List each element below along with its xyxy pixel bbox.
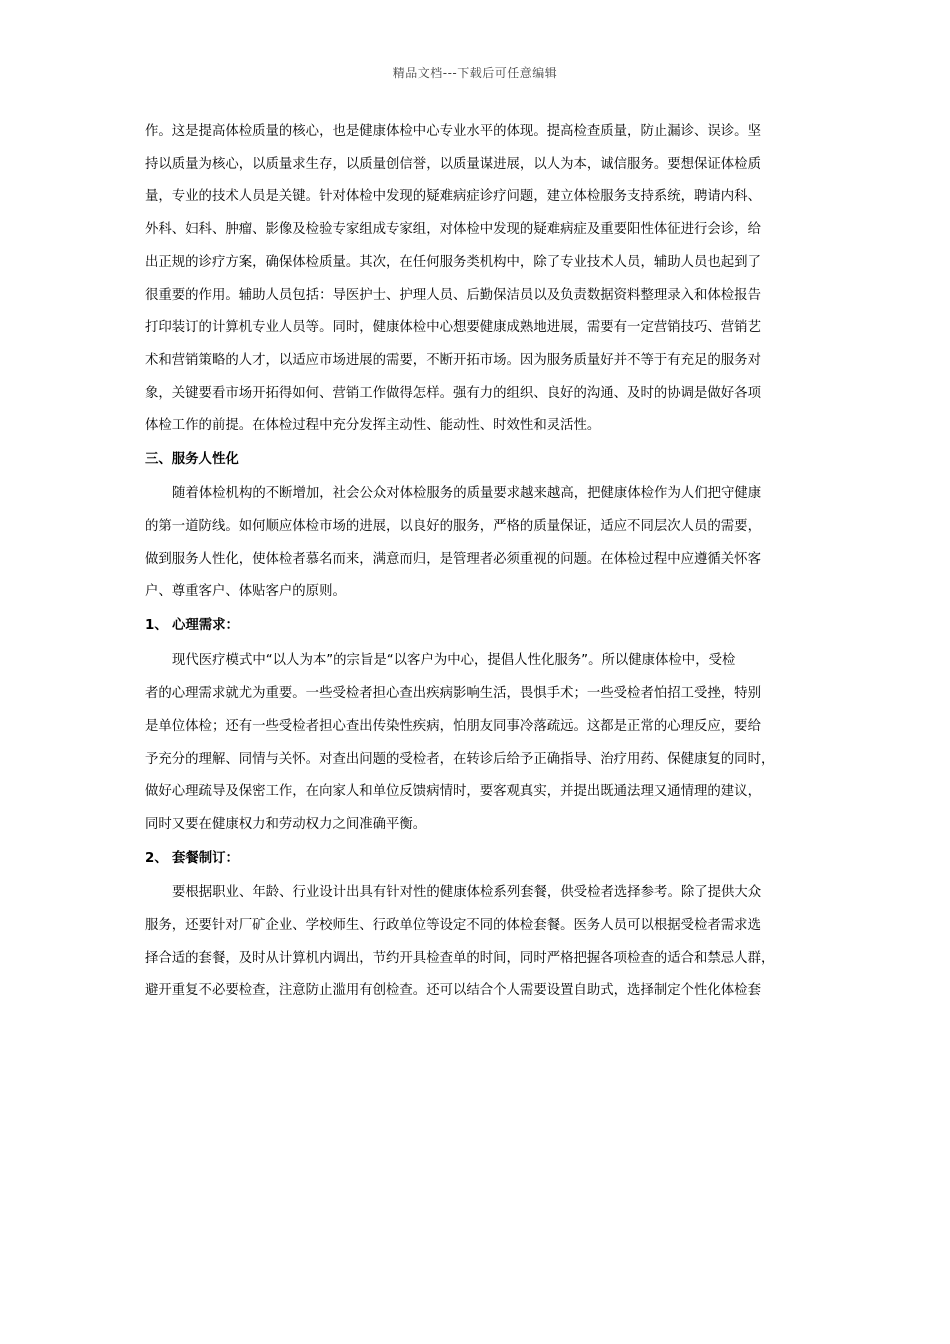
document-body bbox=[145, 122, 809, 1001]
paragraph-line: 做好心理疏导及保密工作，在向家人和单位反馈病情时，要客观真实，并提出既通法理又通情理的建议， bbox=[145, 784, 761, 799]
paragraph-line: 很重要的作用。辅助人员包括：导医护士、护理人员、后勤保洁员以及负责数据资料整理录入和体检报告 bbox=[145, 288, 761, 303]
paragraph-line: 同时又要在健康权力和劳动权力之间准确平衡。 bbox=[145, 817, 427, 832]
page-header: 精品文档---下载后可任意编辑 bbox=[392, 66, 558, 80]
paragraph-line: 量，专业的技术人员是关键。针对体检中发现的疑难病症诊疗问题，建立体检服务支持系统，聘请内科、 bbox=[145, 189, 761, 204]
paragraph-line: 服务，还要针对厂矿企业、学校师生、行政单位等设定不同的体检套餐。医务人员可以根据受检者需求选 bbox=[145, 918, 761, 933]
section-heading: 三、服务人性化 bbox=[145, 452, 239, 467]
paragraph-line: 是单位体检；还有一些受检者担心查出传染性疾病，怕朋友同事冷落疏远。这都是正常的心理反应，要给 bbox=[145, 719, 761, 734]
subsection-heading bbox=[145, 616, 809, 636]
paragraph-line: 要根据职业、年龄、行业设计出具有针对性的健康体检系列套餐，供受检者选择参考。除了提供大众 bbox=[172, 885, 762, 900]
paragraph-line: 出正规的诊疗方案，确保体检质量。其次，在任何服务类机构中，除了专业技术人员，辅助人员也起到了 bbox=[145, 255, 761, 270]
paragraph-line: 避开重复不必要检查，注意防止滥用有创检查。还可以结合个人需要设置自助式，选择制定个性化体检套 bbox=[145, 983, 761, 998]
paragraph-line: 外科、妇科、肿瘤、影像及检验专家组成专家组，对体检中发现的疑难病症及重要阳性体征进行会诊，给 bbox=[145, 222, 761, 237]
subsection-heading bbox=[145, 849, 809, 869]
paragraph-line: 的第一道防线。如何顺应体检市场的进展，以良好的服务，严格的质量保证，适应不同层次人员的需要， bbox=[145, 519, 761, 534]
subsection-title: 心理需求： bbox=[172, 618, 239, 633]
paragraph-line: 象，关键要看市场开拓得如何、营销工作做得怎样。强有力的组织、良好的沟通、及时的协调是做好各项 bbox=[145, 386, 761, 401]
paragraph-line: 打印装订的计算机专业人员等。同时，健康体检中心想要健康成熟地进展，需要有一定营销技巧、营销艺 bbox=[145, 320, 761, 335]
paragraph-line: 者的心理需求就尤为重要。一些受检者担心查出疾病影响生活，畏惧手术；一些受检者怕招工受挫，特别 bbox=[145, 686, 761, 701]
paragraph-line: 做到服务人性化，使体检者慕名而来，满意而归，是管理者必须重视的问题。在体检过程中应遵循关怀客 bbox=[145, 552, 761, 567]
paragraph-line: 体检工作的前提。在体检过程中充分发挥主动性、能动性、时效性和灵活性。 bbox=[145, 418, 601, 433]
subsection-number: 2、 bbox=[145, 851, 168, 866]
paragraph-line: 择合适的套餐，及时从计算机内调出，节约开具检查单的时间，同时严格把握各项检查的适合和禁忌人群， bbox=[145, 951, 775, 966]
paragraph-line: 予充分的理解、同情与关怀。对查出问题的受检者，在转诊后给予正确指导、治疗用药、保健康复的同时， bbox=[145, 752, 775, 767]
paragraph-line: 现代医疗模式中“以人为本”的宗旨是“以客户为中心，提倡人性化服务”。所以健康体检中，受检 bbox=[172, 653, 736, 668]
paragraph-line: 术和营销策略的人才，以适应市场进展的需要，不断开拓市场。因为服务质量好并不等于有充足的服务对 bbox=[145, 353, 761, 368]
subsection-title: 套餐制订： bbox=[172, 851, 239, 866]
paragraph-line: 户、尊重客户、体贴客户的原则。 bbox=[145, 584, 346, 599]
subsection-number: 1、 bbox=[145, 618, 168, 633]
paragraph-line: 随着体检机构的不断增加，社会公众对体检服务的质量要求越来越高，把健康体检作为人们把守健康 bbox=[172, 486, 762, 501]
paragraph-line: 作。这是提高体检质量的核心，也是健康体检中心专业水平的体现。提高检查质量，防止漏诊、误诊。坚 bbox=[145, 124, 761, 139]
paragraph-line: 持以质量为核心，以质量求生存，以质量创信誉，以质量谋进展，以人为本，诚信服务。要想保证体检质 bbox=[145, 157, 761, 172]
